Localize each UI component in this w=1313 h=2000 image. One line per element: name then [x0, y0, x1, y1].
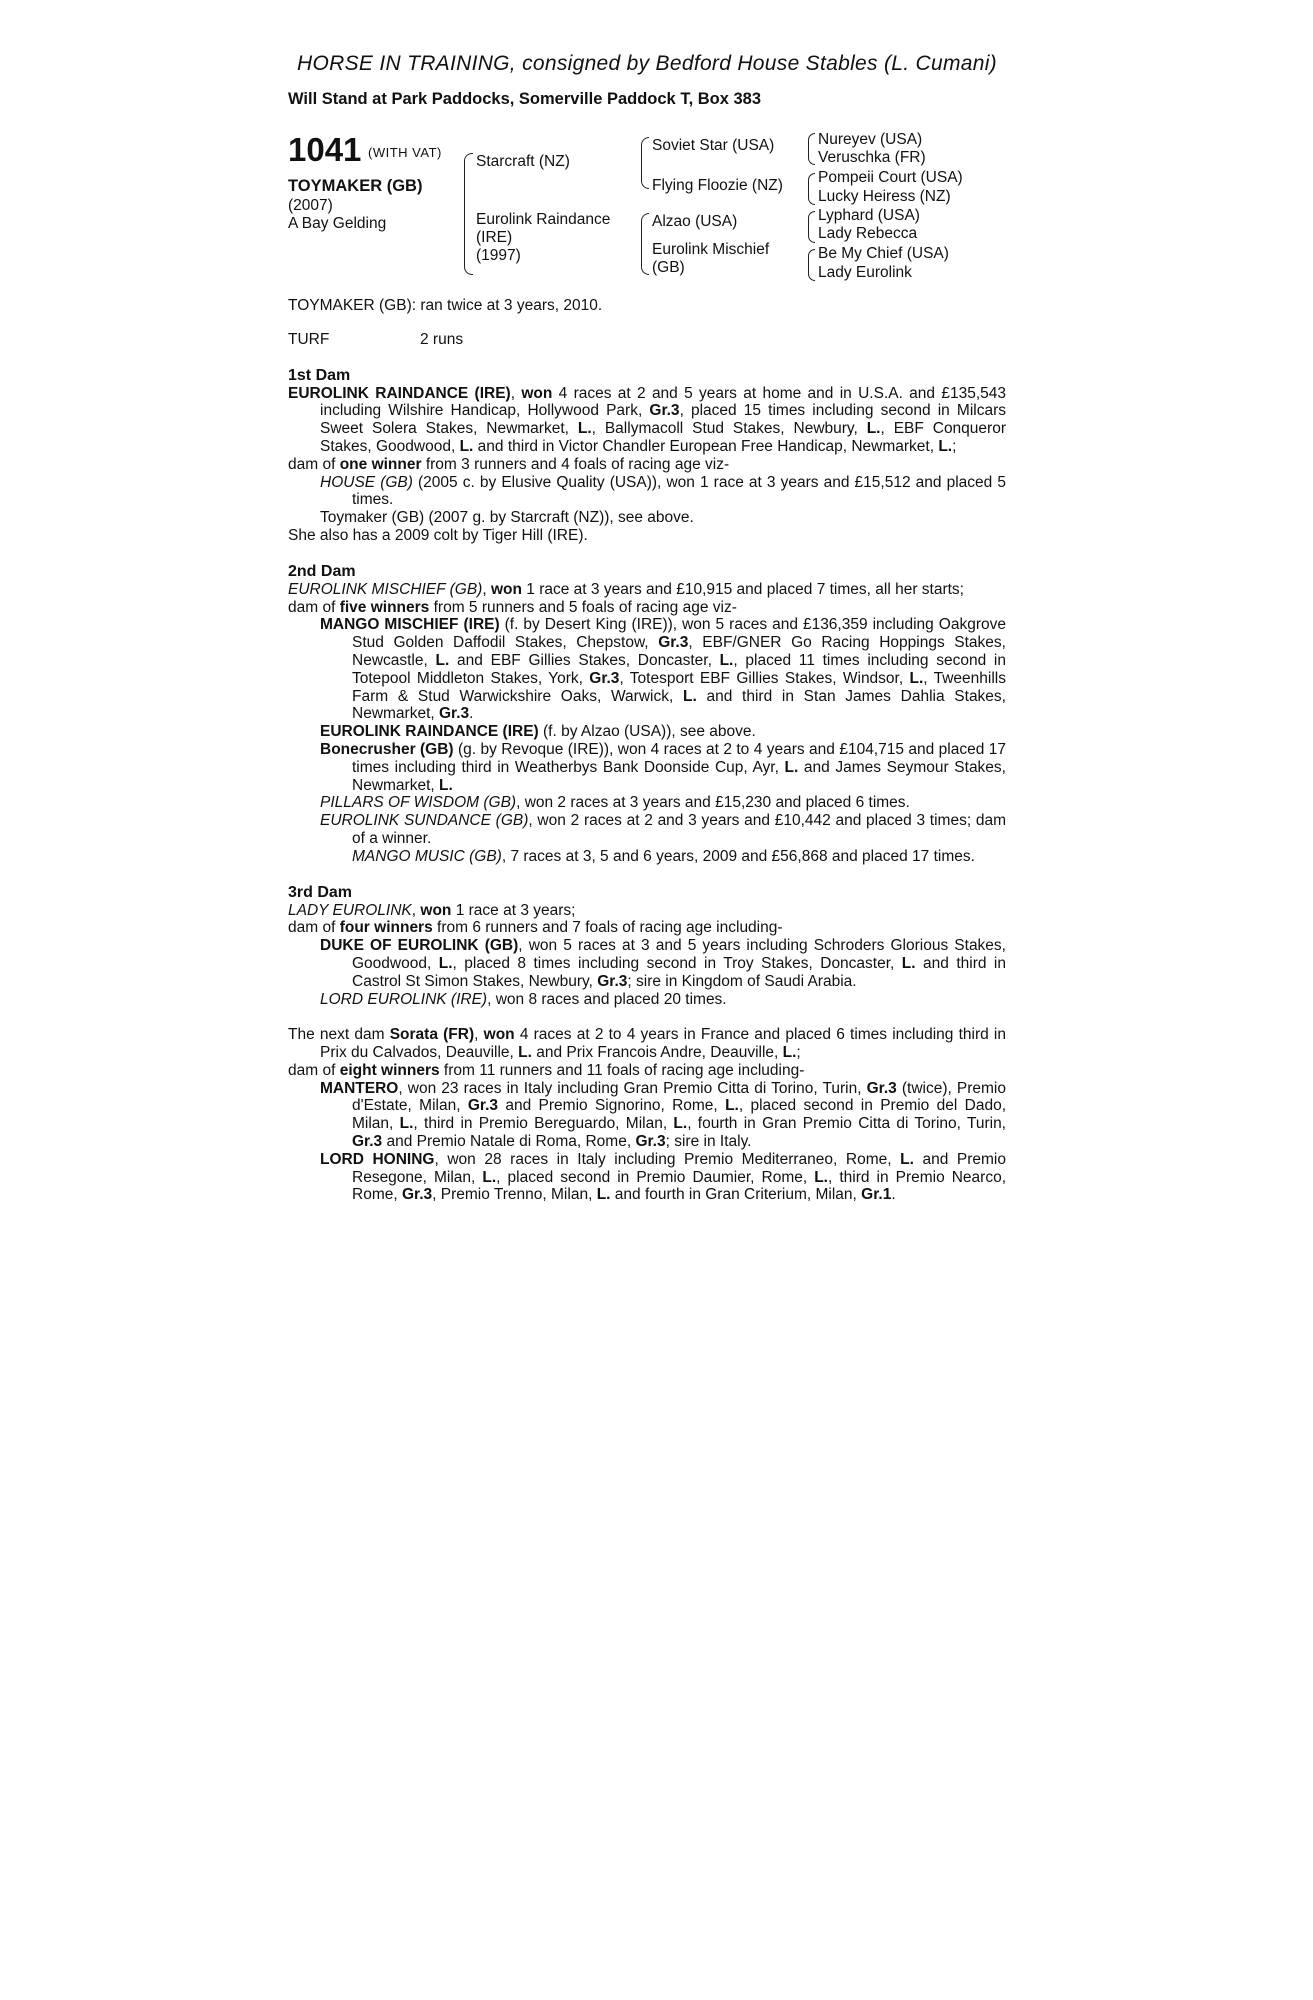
pedigree-ddd: Lady Eurolink	[818, 264, 912, 281]
first-dam-produce-intro: dam of one winner from 3 runners and 4 foals of racing age viz-	[288, 455, 730, 473]
stand-location: Will Stand at Park Paddocks, Somerville Paddock T, Box 383	[288, 90, 762, 108]
third-dam-content	[288, 902, 1006, 1009]
section-second-dam: 2nd Dam	[288, 562, 356, 580]
pedigree-sdd: Lucky Heiress (NZ)	[818, 188, 951, 205]
second-dam-foal-2: EUROLINK RAINDANCE (IRE) (f. by Alzao (USA)), see above.	[320, 723, 756, 741]
brace-gen3-c	[808, 211, 815, 243]
horse-description: A Bay Gelding	[288, 215, 387, 232]
turf-label: TURF	[288, 330, 330, 348]
pedigree-sire: Starcraft (NZ)	[476, 153, 570, 170]
pedigree-dsd: Lady Rebecca	[818, 225, 918, 242]
brace-gen1	[464, 153, 473, 275]
second-dam-foal-3: Bonecrusher (GB) (g. by Revoque (IRE)), won 4 races at 2 to 4 years and £104,715 and placed 17 times including third in Weatherbys Bank Doonside Cup, Ayr, L. and James Seymour Stakes, Newmarket, L.	[320, 740, 1006, 794]
brace-gen2-dam	[641, 213, 649, 275]
pedigree-block	[288, 131, 1006, 291]
second-dam-para: EUROLINK MISCHIEF (GB), won 1 race at 3 years and £10,915 and placed 7 times, all her starts;	[288, 580, 964, 598]
third-dam-produce-intro: dam of four winners from 6 runners and 7 foals of racing age including-	[288, 919, 783, 937]
turf-record	[288, 331, 1006, 349]
lot-number: 1041	[288, 131, 362, 168]
second-dam-produce-intro: dam of five winners from 5 runners and 5 foals of racing age viz-	[288, 598, 737, 616]
page-header: HORSE IN TRAINING, consigned by Bedford House Stables (L. Cumani)	[297, 52, 997, 75]
pedigree-sds: Pompeii Court (USA)	[818, 169, 963, 186]
pedigree-dam-line2: (IRE)	[476, 229, 513, 246]
second-dam-grand-foal: MANGO MUSIC (GB), 7 races at 3, 5 and 6 years, 2009 and £56,868 and placed 17 times.	[352, 847, 975, 865]
brace-gen3-b	[808, 173, 815, 205]
section-third-dam: 3rd Dam	[288, 883, 353, 901]
pedigree-dam-sire: Alzao (USA)	[652, 213, 738, 230]
pedigree-dam-line1: Eurolink Raindance	[476, 211, 611, 228]
pedigree-sss: Nureyev (USA)	[818, 131, 923, 148]
second-dam-foal-1: MANGO MISCHIEF (IRE) (f. by Desert King (IRE)), won 5 races and £136,359 including Oakgrove Stud Golden Daffodil Stakes, Chepstow, Gr.3, EBF/GNER Go Racing Hoppings Stakes, Newcastle, L. and EBF Gillies Stakes, Doncaster, L., placed 11 times including second in Totepool Middleton Stakes, York, Gr.3, Totesport EBF Gillies Stakes, Windsor, L., Tweenhills Farm & Stud Warwickshire Oaks, Warwick, L. and third in Stan James Dahlia Stakes, Newmarket, Gr.3.	[320, 616, 1006, 723]
horse-name: TOYMAKER (GB)	[288, 177, 423, 195]
third-dam-foal-2: LORD EUROLINK (IRE), won 8 races and placed 20 times.	[320, 990, 727, 1008]
next-dam-para: The next dam Sorata (FR), won 4 races at 2 to 4 years in France and placed 6 times including third in Prix du Calvados, Deauville, L. and Prix Francois Andre, Deauville, L.;	[288, 1026, 1006, 1062]
section-first-dam: 1st Dam	[288, 366, 351, 384]
first-dam-para: EUROLINK RAINDANCE (IRE), won 4 races at 2 and 5 years at home and in U.S.A. and £135,543 including Wilshire Handicap, Hollywood Park, Gr.3, placed 15 times including second in Milcars Sweet Solera Stakes, Newmarket, L., Ballymacoll Stud Stakes, Newbury, L., EBF Conqueror Stakes, Goodwood, L. and third in Victor Chandler European Free Handicap, Newmarket, L.;	[288, 384, 1006, 455]
brace-gen2-sire	[641, 137, 649, 189]
second-dam-foal-4: PILLARS OF WISDOM (GB), won 2 races at 3 years and £15,230 and placed 6 times.	[320, 794, 910, 812]
pedigree-dds: Be My Chief (USA)	[818, 245, 949, 262]
horse-year: (2007)	[288, 197, 333, 214]
first-dam-content	[288, 385, 1006, 545]
pedigree-sire-sire: Soviet Star (USA)	[652, 137, 775, 154]
pedigree-dam-dam-line2: (GB)	[652, 259, 685, 276]
next-dam-foal-2: LORD HONING, won 28 races in Italy including Premio Mediterraneo, Rome, L. and Premio Resegone, Milan, L., placed second in Premio Daumier, Rome, L., third in Premio Nearco, Rome, Gr.3, Premio Trenno, Milan, L. and fourth in Gran Criterium, Milan, Gr.1.	[320, 1150, 1007, 1204]
first-dam-foal-2: Toymaker (GB) (2007 g. by Starcraft (NZ)), see above.	[320, 509, 694, 527]
race-record-summary: TOYMAKER (GB): ran twice at 3 years, 2010.	[288, 297, 603, 314]
second-dam-content	[288, 581, 1006, 866]
next-dam-content	[288, 1026, 1006, 1204]
third-dam-para: LADY EUROLINK, won 1 race at 3 years;	[288, 901, 576, 919]
pedigree-sire-dam: Flying Floozie (NZ)	[652, 177, 783, 194]
second-dam-foal-5: EUROLINK SUNDANCE (GB), won 2 races at 2 and 3 years and £10,442 and placed 3 times; dam of a winner.	[320, 812, 1007, 847]
catalogue-page	[288, 52, 1006, 1204]
next-dam-foal-1: MANTERO, won 23 races in Italy including Gran Premio Citta di Torino, Turin, Gr.3 (twice), Premio d'Estate, Milan, Gr.3 and Premio Signorino, Rome, L., placed second in Premio del Dado, Milan, L., third in Premio Bereguardo, Milan, L., fourth in Gran Premio Citta di Torino, Turin, Gr.3 and Premio Natale di Roma, Rome, Gr.3; sire in Italy.	[320, 1079, 1007, 1151]
third-dam-foal-1: DUKE OF EUROLINK (GB), won 5 races at 3 and 5 years including Schroders Glorious Stakes, Goodwood, L., placed 8 times including second in Troy Stakes, Doncaster, L. and third in Castrol St Simon Stakes, Newbury, Gr.3; sire in Kingdom of Saudi Arabia.	[320, 937, 1006, 990]
next-dam-produce-intro: dam of eight winners from 11 runners and 11 foals of racing age including-	[288, 1061, 805, 1079]
vat-note: (WITH VAT)	[368, 145, 442, 160]
pedigree-dam-line3: (1997)	[476, 247, 521, 264]
brace-gen3-d	[808, 249, 815, 281]
first-dam-foal-1: HOUSE (GB) (2005 c. by Elusive Quality (USA)), won 1 race at 3 years and £15,512 and placed 5 times.	[320, 473, 1006, 509]
pedigree-dss: Lyphard (USA)	[818, 207, 920, 224]
turf-runs: 2 runs	[420, 330, 464, 348]
pedigree-dam-dam-line1: Eurolink Mischief	[652, 241, 770, 258]
brace-gen3-a	[808, 133, 815, 165]
pedigree-ssd: Veruschka (FR)	[818, 149, 926, 166]
first-dam-note: She also has a 2009 colt by Tiger Hill (IRE).	[288, 526, 588, 544]
